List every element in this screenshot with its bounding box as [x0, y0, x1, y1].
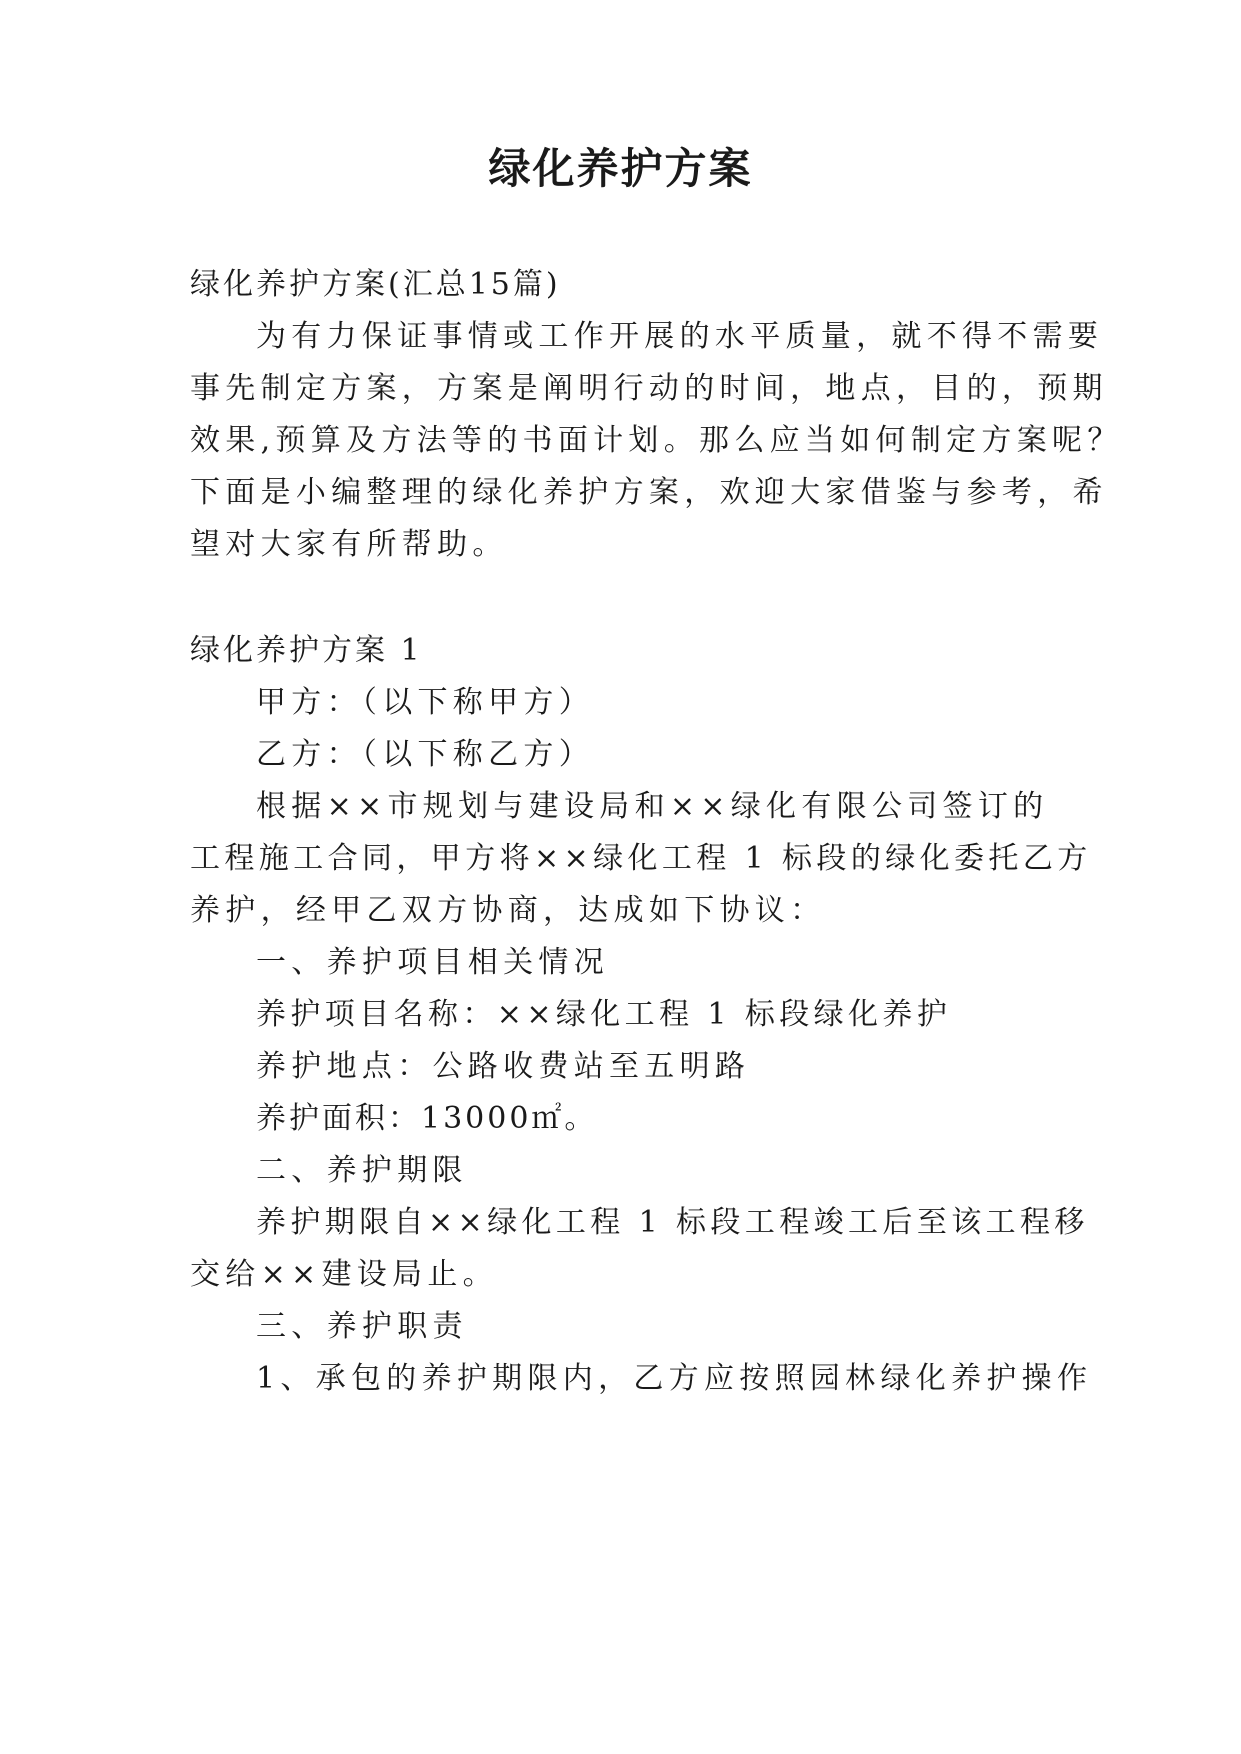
project-area: 养护面积：13000㎡。 [256, 1101, 598, 1136]
intro-line: 为有力保证事情或工作开展的水平质量，就不得不需要 [256, 319, 1104, 354]
project-location: 养护地点：公路收费站至五明路 [256, 1049, 751, 1084]
clause-heading: 二、养护期限 [256, 1153, 468, 1188]
intro-line: 下面是小编整理的绿化养护方案，欢迎大家借鉴与参考，希 [190, 475, 1108, 510]
page-title: 绿化养护方案 [488, 144, 753, 193]
party-a: 甲方：（以下称甲方） [256, 685, 594, 720]
agreement-line: 根据××市规划与建设局和××绿化有限公司签订的 [256, 789, 1049, 824]
agreement-line: 养护，经甲乙双方协商，达成如下协议： [190, 893, 826, 928]
term-line: 养护期限自××绿化工程 1 标段工程竣工后至该工程移 [256, 1205, 1089, 1240]
project-name: 养护项目名称：××绿化工程 1 标段绿化养护 [256, 997, 952, 1032]
clause-heading: 一、养护项目相关情况 [256, 945, 609, 980]
agreement-line: 工程施工合同，甲方将××绿化工程 1 标段的绿化委托乙方 [190, 841, 1092, 876]
intro-line: 望对大家有所帮助。 [190, 527, 508, 562]
document-subtitle: 绿化养护方案(汇总15篇) [190, 267, 561, 302]
intro-line: 效果,预算及方法等的书面计划。那么应当如何制定方案呢？ [190, 423, 1123, 458]
duty-line: 1、承包的养护期限内，乙方应按照园林绿化养护操作 [256, 1361, 1093, 1396]
section-heading: 绿化养护方案 1 [190, 633, 423, 668]
clause-heading: 三、养护职责 [256, 1309, 468, 1344]
party-b: 乙方：（以下称乙方） [256, 737, 594, 772]
intro-line: 事先制定方案，方案是阐明行动的时间，地点，目的，预期 [190, 371, 1108, 406]
term-line: 交给××建设局止。 [190, 1257, 498, 1292]
